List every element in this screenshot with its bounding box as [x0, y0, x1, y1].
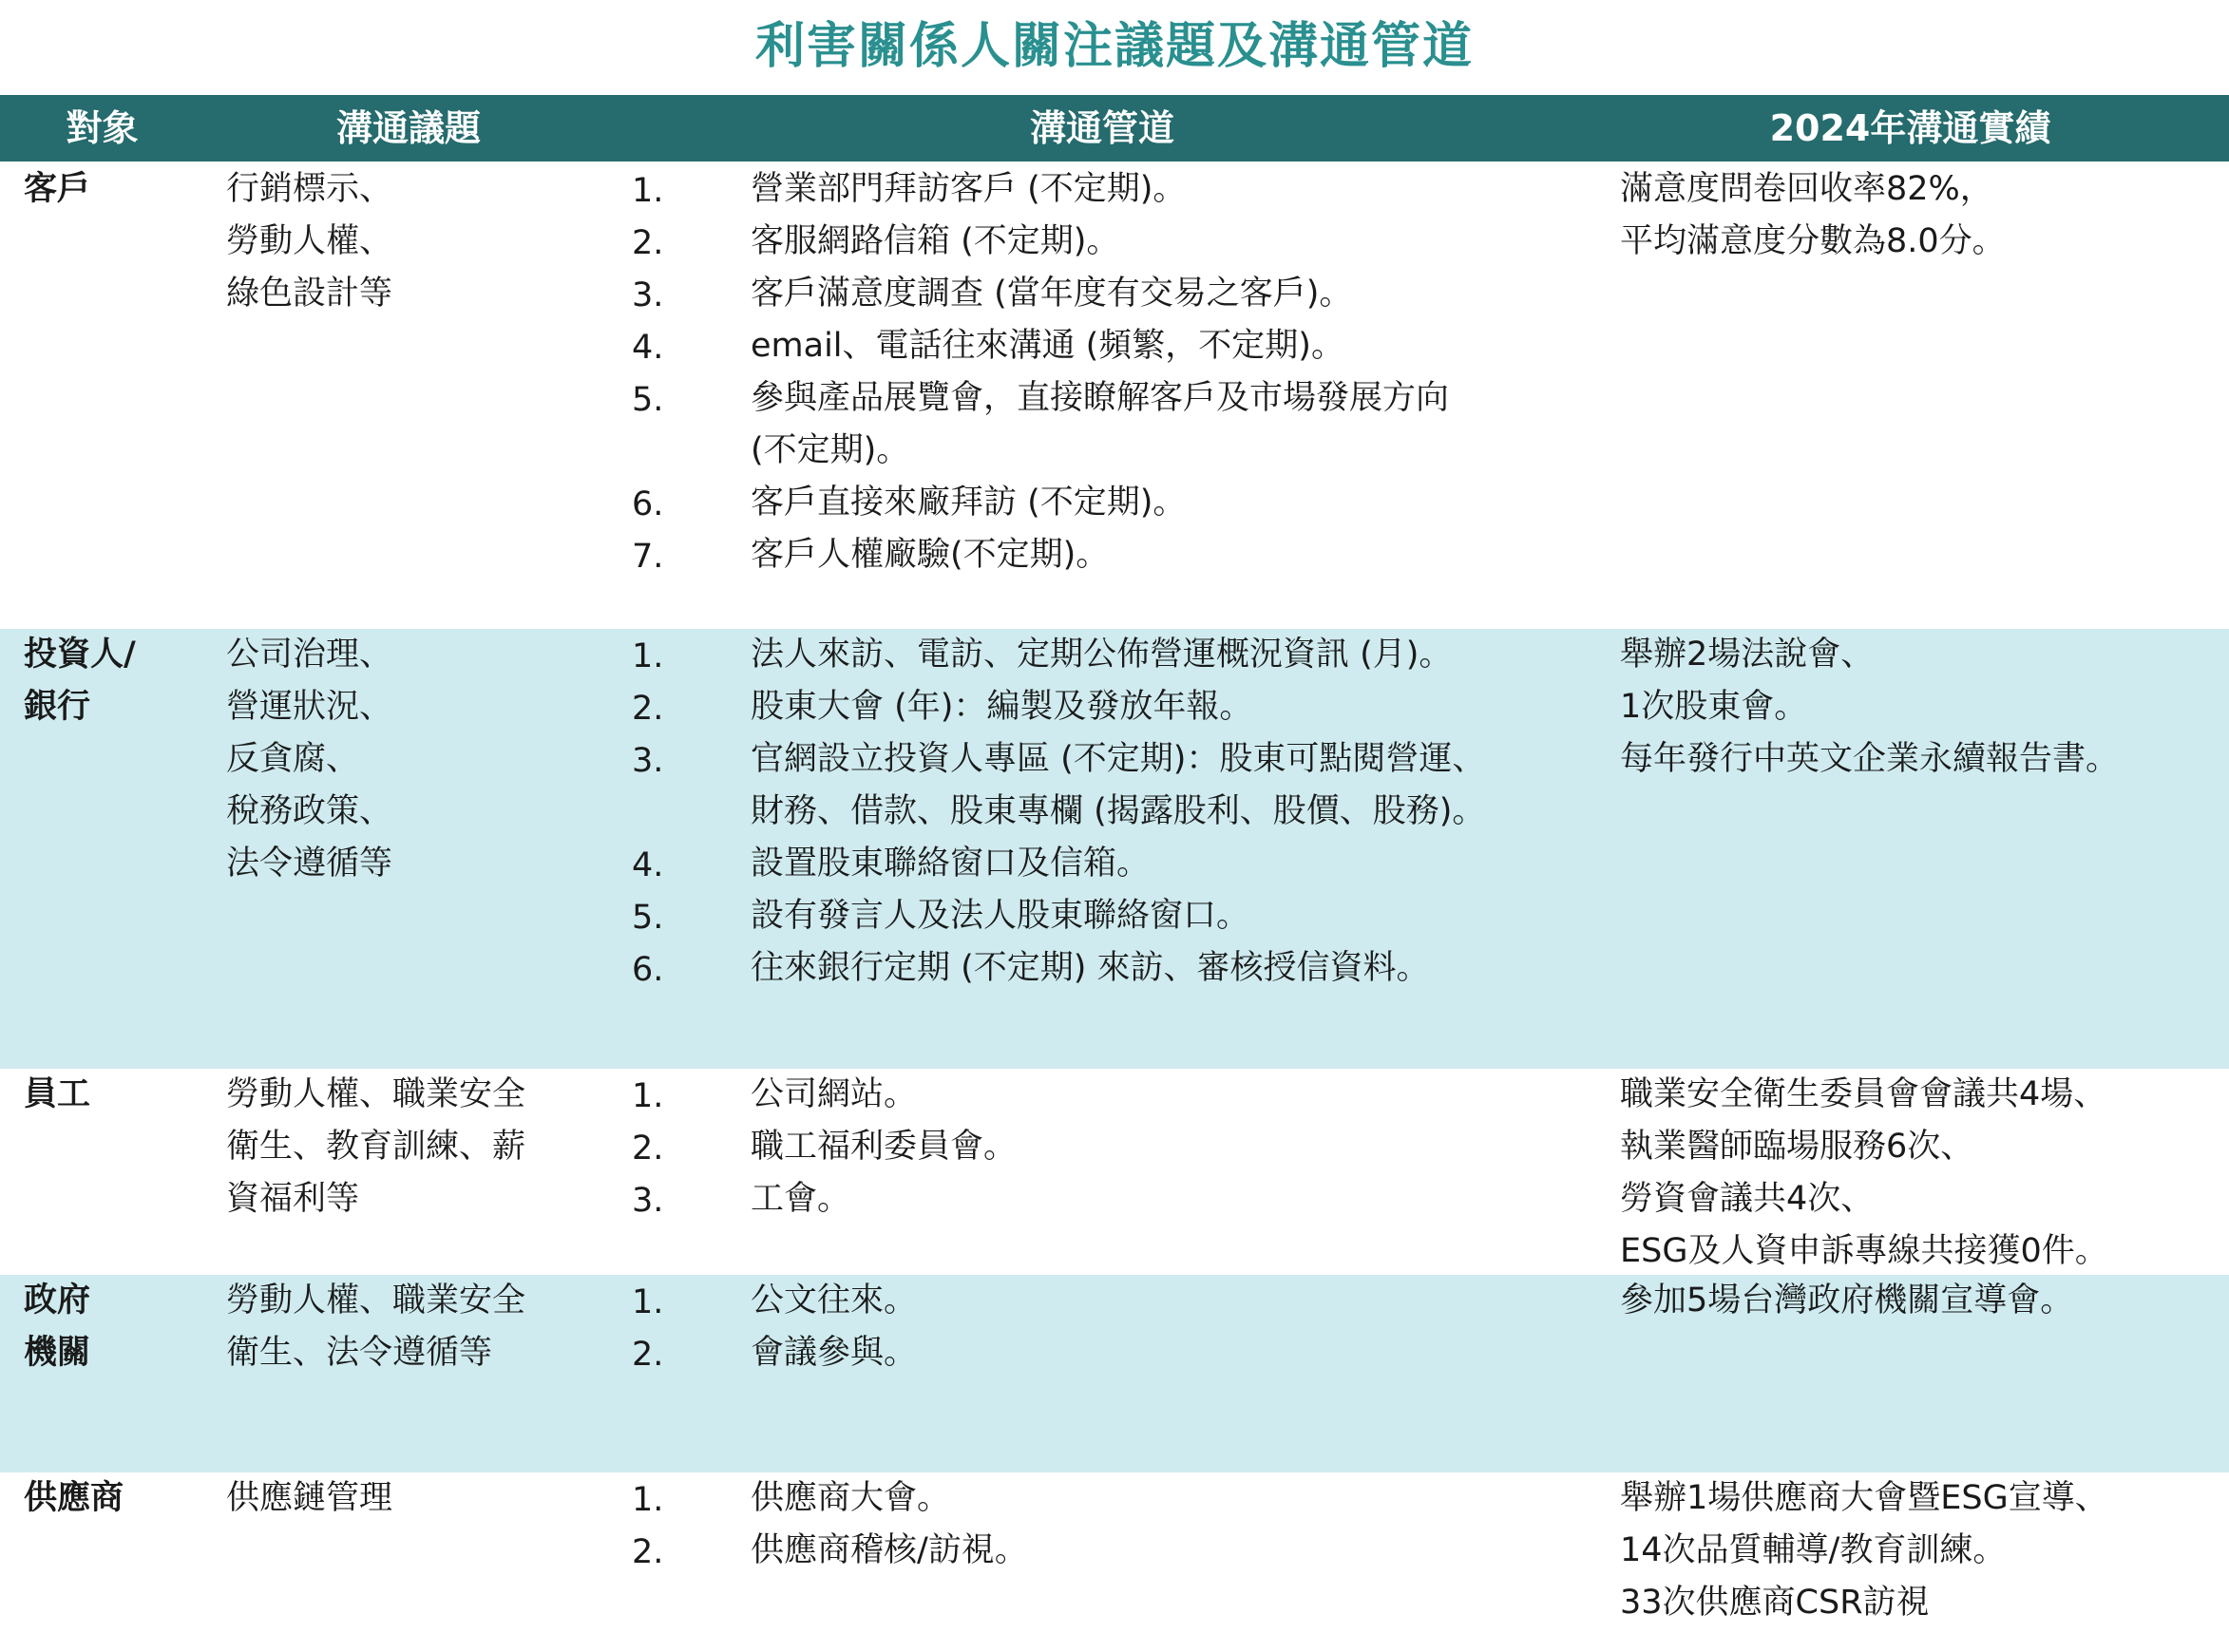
issue-text: 勞動人權、職業安全 — [226, 1075, 526, 1113]
channel-item — [632, 216, 1591, 268]
channel-item — [632, 629, 1591, 681]
channel-number: 2. — [632, 1533, 664, 1571]
target-text: 員工 — [24, 1075, 91, 1113]
channel-item — [632, 1173, 1591, 1225]
channel-text: 往來銀行定期 (不定期) 來訪、審核授信資料。 — [751, 949, 1430, 987]
issue-text: 行銷標示、 — [226, 170, 393, 208]
channel-text: 公文往來。 — [751, 1282, 918, 1320]
channel-text: 客戶直接來廠拜訪 (不定期)。 — [751, 484, 1187, 522]
channel-item — [632, 890, 1591, 942]
channel-number: 2. — [632, 1130, 664, 1168]
issue-text: 供應鏈管理 — [226, 1479, 393, 1517]
channel-text: (不定期)。 — [751, 431, 910, 469]
issue-text: 衛生、教育訓練、薪 — [226, 1128, 526, 1166]
target-cell — [24, 163, 200, 216]
channel-text: 股東大會 (年)：編製及發放年報。 — [751, 688, 1253, 726]
channels-cell — [632, 629, 1591, 995]
channel-text: email、電話往來溝通 (頻繁，不定期)。 — [751, 327, 1344, 365]
target-text: 機關 — [24, 1334, 91, 1372]
issues-cell — [226, 1472, 606, 1525]
table-row-government — [0, 1275, 2229, 1472]
header-results: 2024年溝通實績 — [1769, 107, 2051, 149]
channel-text: 法人來訪、電訪、定期公佈營運概況資訊 (月)。 — [751, 636, 1453, 674]
channel-item — [632, 1121, 1591, 1173]
issue-text: 稅務政策、 — [226, 792, 393, 830]
channel-item — [632, 1275, 1591, 1327]
channel-item — [632, 477, 1591, 529]
channel-text: 公司網站。 — [751, 1075, 918, 1113]
issues-cell — [226, 1069, 606, 1225]
channels-cell — [632, 1275, 1591, 1379]
result-text: 每年發行中英文企業永續報告書。 — [1620, 740, 2120, 778]
channel-number: 6. — [632, 485, 664, 523]
channel-item — [632, 1069, 1591, 1121]
table-row-suppliers — [0, 1472, 2229, 1652]
result-text: 33次供應商CSR訪視 — [1620, 1584, 1930, 1622]
channel-item — [632, 529, 1591, 581]
channel-number: 5. — [632, 381, 664, 419]
issue-text: 資福利等 — [226, 1180, 360, 1218]
channel-text: 供應商大會。 — [751, 1479, 951, 1517]
channel-item — [632, 268, 1591, 320]
issue-text: 衛生、法令遵循等 — [226, 1334, 493, 1372]
table-row-employees — [0, 1069, 2229, 1275]
results-cell — [1620, 629, 2229, 786]
channel-number: 1. — [632, 1481, 664, 1519]
channel-item — [632, 372, 1591, 477]
channel-number: 3. — [632, 742, 664, 780]
result-text: 參加5場台灣政府機關宣導會。 — [1620, 1282, 2074, 1320]
channel-text: 職工福利委員會。 — [751, 1128, 1018, 1166]
channel-text: 設置股東聯絡窗口及信箱。 — [751, 845, 1151, 883]
channels-cell — [632, 1472, 1591, 1577]
results-cell — [1620, 1069, 2229, 1278]
channel-number: 2. — [632, 1336, 664, 1374]
channel-text: 供應商稽核/訪視。 — [751, 1531, 1028, 1569]
issue-text: 綠色設計等 — [226, 275, 393, 313]
table-row-customers — [0, 163, 2229, 629]
result-text: 舉辦2場法說會、 — [1620, 636, 1875, 674]
channel-number: 1. — [632, 172, 664, 210]
channel-text: 財務、借款、股東專欄 (揭露股利、股價、股務)。 — [751, 792, 1486, 830]
channels-cell — [632, 163, 1591, 581]
target-cell — [24, 1069, 200, 1121]
channel-text: 參與產品展覽會，直接瞭解客戶及市場發展方向 — [751, 379, 1450, 417]
result-text: 14次品質輔導/教育訓練。 — [1620, 1531, 2007, 1569]
result-text: 1次股東會。 — [1620, 688, 1808, 726]
result-text: 舉辦1場供應商大會暨ESG宣導、 — [1620, 1479, 2108, 1517]
channel-item — [632, 1472, 1591, 1525]
target-text: 銀行 — [24, 688, 91, 726]
results-cell — [1620, 1275, 2229, 1327]
table-header — [0, 95, 2229, 161]
channel-text: 客戶滿意度調查 (當年度有交易之客戶)。 — [751, 275, 1353, 313]
channel-number: 7. — [632, 538, 664, 576]
channel-text: 會議參與。 — [751, 1334, 918, 1372]
channel-text: 工會。 — [751, 1180, 851, 1218]
header-channels: 溝通管道 — [1029, 107, 1174, 149]
issue-text: 反貪腐、 — [226, 740, 360, 778]
channel-item — [632, 163, 1591, 216]
target-cell — [24, 629, 200, 733]
channel-number: 4. — [632, 329, 664, 367]
channel-number: 1. — [632, 1283, 664, 1321]
issue-text: 營運狀況、 — [226, 688, 393, 726]
header-issues: 溝通議題 — [335, 107, 481, 149]
issues-cell — [226, 163, 606, 320]
channel-number: 3. — [632, 276, 664, 314]
target-text: 供應商 — [24, 1479, 124, 1517]
channel-text: 客服網路信箱 (不定期)。 — [751, 222, 1120, 260]
header-target: 對象 — [66, 107, 139, 149]
result-text: 平均滿意度分數為8.0分。 — [1620, 222, 2006, 260]
channel-text: 營業部門拜訪客戶 (不定期)。 — [751, 170, 1187, 208]
channel-text: 官網設立投資人專區 (不定期)：股東可點閱營運、 — [751, 740, 1486, 778]
channel-item — [632, 942, 1591, 995]
channel-item — [632, 1525, 1591, 1577]
channel-item — [632, 681, 1591, 733]
results-cell — [1620, 1472, 2229, 1629]
channel-number: 3. — [632, 1182, 664, 1220]
channel-number: 6. — [632, 951, 664, 989]
channel-item — [632, 1327, 1591, 1379]
issue-text: 法令遵循等 — [226, 845, 393, 883]
table-row-investors — [0, 629, 2229, 1069]
target-text: 政府 — [24, 1282, 91, 1320]
issues-cell — [226, 1275, 606, 1379]
channel-item — [632, 733, 1591, 838]
issues-cell — [226, 629, 606, 890]
channel-number: 4. — [632, 846, 664, 884]
channel-text: 客戶人權廠驗(不定期)。 — [751, 536, 1110, 574]
channel-text: 設有發言人及法人股東聯絡窗口。 — [751, 897, 1250, 935]
channel-number: 2. — [632, 690, 664, 728]
target-text: 投資人/ — [24, 636, 136, 674]
channel-number: 2. — [632, 224, 664, 262]
channels-cell — [632, 1069, 1591, 1225]
result-text: 滿意度問卷回收率82%， — [1620, 170, 1993, 208]
target-cell — [24, 1472, 200, 1525]
result-text: 職業安全衛生委員會會議共4場、 — [1620, 1075, 2107, 1113]
issue-text: 勞動人權、 — [226, 222, 393, 260]
page-title: 利害關係人關注議題及溝通管道 — [754, 18, 1474, 75]
result-text: 執業醫師臨場服務6次、 — [1620, 1128, 1974, 1166]
channel-item — [632, 320, 1591, 372]
channel-number: 1. — [632, 637, 664, 675]
issue-text: 勞動人權、職業安全 — [226, 1282, 526, 1320]
channel-number: 5. — [632, 899, 664, 937]
issue-text: 公司治理、 — [226, 636, 393, 674]
result-text: ESG及人資申訴專線共接獲0件。 — [1620, 1232, 2108, 1270]
result-text: 勞資會議共4次、 — [1620, 1180, 1875, 1218]
channel-number: 1. — [632, 1077, 664, 1115]
channel-item — [632, 838, 1591, 890]
results-cell — [1620, 163, 2229, 268]
target-text: 客戶 — [24, 170, 91, 208]
target-cell — [24, 1275, 200, 1379]
